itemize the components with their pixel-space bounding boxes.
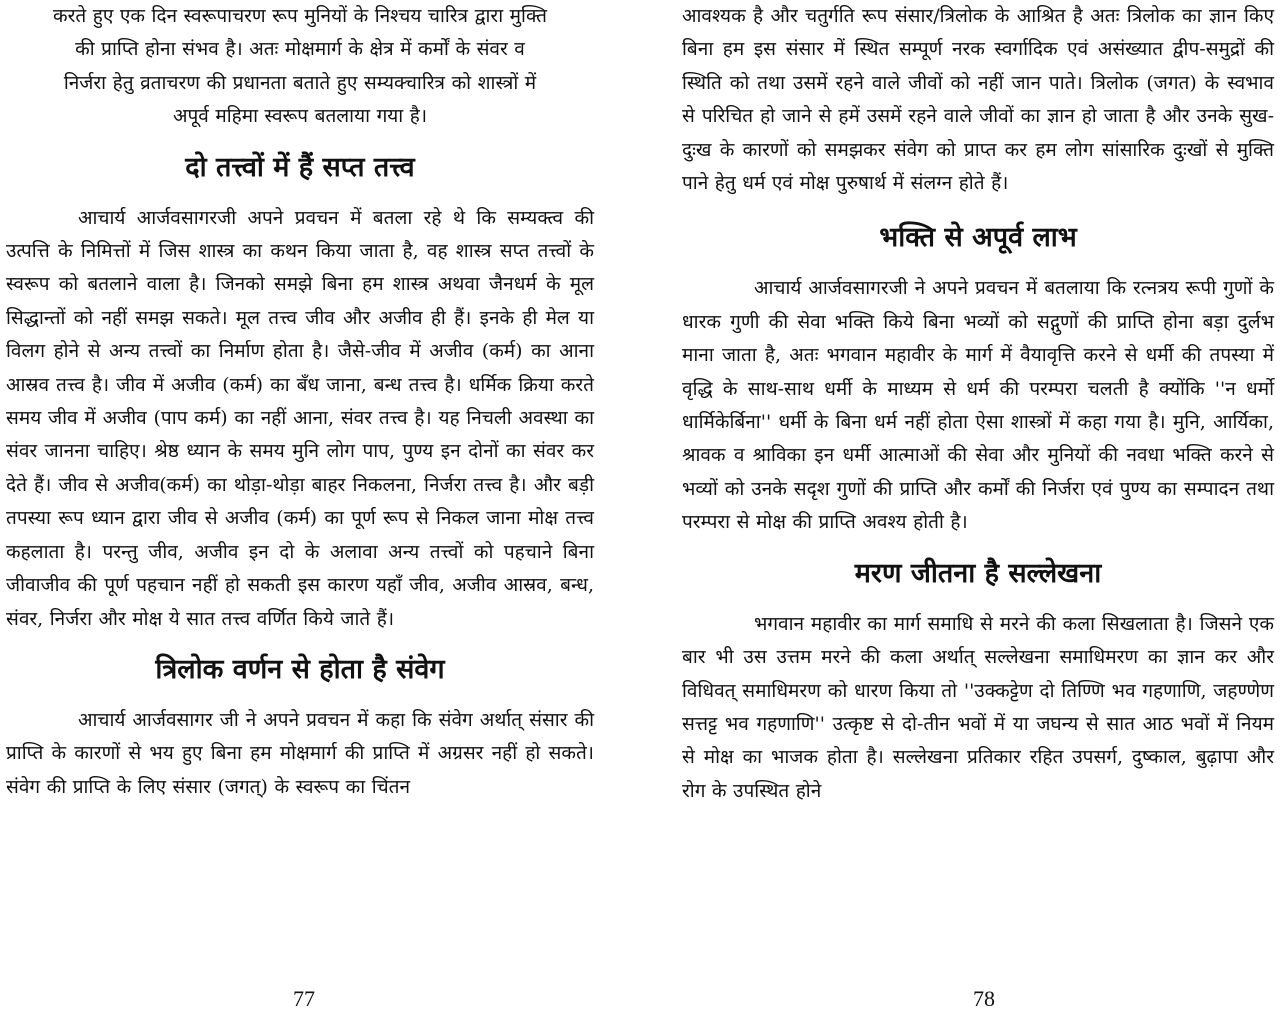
paragraph-sallekhana: भगवान महावीर का मार्ग समाधि से मरने की कला सिखलाता है। जिसने एक बार भी उस उत्तम मरने की कला अर्थात् सल्लेखना समाधिमरण का ज्ञान कर और विधिवत् समाधिमरण को धारण किया तो ''उक्कट्टेण दो तिण्णि भव गहणाणि, जहण्णेण सत्तट्ट भव गहणाणि'' उत्कृष्ट से दो-तीन भवों में या जघन्य से सात आठ भवों में नियम से मोक्ष का भाजक होता है। सल्लेखना प्रतिकार रहित उपसर्ग, दुष्काल, बुढ़ापा और रोग के उपस्थित होने	[682, 612, 1274, 802]
page-number-left: 77	[293, 986, 315, 1011]
spacer	[6, 192, 594, 202]
spacer	[682, 598, 1274, 608]
section-heading-trilok: त्रिलोक वर्णन से होता है संवेग	[155, 653, 445, 685]
intro-line-1: करते हुए एक दिन स्वरूपाचरण रूप मुनियों के निश्चय चारित्र द्वारा मुक्ति	[53, 5, 547, 27]
right-page	[676, 0, 1280, 1013]
page-number-right: 78	[973, 986, 995, 1011]
section-heading-sapt-tattva: दो तत्त्वों में हैं सप्त तत्त्व	[185, 151, 415, 183]
paragraph-trilok: आचार्य आर्जवसागर जी ने अपने प्रवचन में कहा कि संवेग अर्थात् संसार की प्राप्ति के कारणों से भय हुए बिना हम मोक्षमार्ग की प्राप्ति में अग्रसर नहीं हो सकते। संवेग की प्राप्ति के लिए संसार (जगत्) के स्वरूप का चिंतन	[6, 708, 594, 798]
spacer	[6, 134, 594, 144]
paragraph-sapt-tattva: आचार्य आर्जवसागरजी अपने प्रवचन में बतला रहे थे कि सम्यक्त्व की उत्पत्ति के निमित्तों में जिस शास्त्र का कथन किया जाता है, वह शास्त्र सप्त तत्त्वों के स्वरूप को बतलाने वाला है। जिनको समझे बिना हम शास्त्र अथवा जैनधर्म के मूल सिद्धान्तों को नहीं समझ सकते। मूल तत्त्व जीव और अजीव ही हैं। इनके ही मेल या विलग होने से अन्य तत्त्वों का निर्माण होता है। जैसे-जीव में अजीव (कर्म) का आना आस्रव तत्त्व है। जीव में अजीव (कर्म) का बँध जाना, बन्ध तत्त्व है। धर्मिक क्रिया करते समय जीव में अजीव (पाप कर्म) का नहीं आना, संवर तत्त्व है। यह निचली अवस्था का संवर जानना चाहिए। श्रेष्ठ ध्यान के समय मुनि लोग पाप, पुण्य इन दोनों का संवर कर देते हैं। जीव से अजीव(कर्म) का थोड़ा-थोड़ा बाहर निकलना, निर्जरा तत्त्व है। और बड़ी तपस्या रूप ध्यान द्वारा जीव से अजीव (कर्म) का पूर्ण रूप से निकल जाना मोक्ष तत्त्व कहलाता है। परन्तु जीव, अजीव इन दो के अलावा अन्य तत्त्वों को पहचाने बिना जीवाजीव की पूर्ण पहचान नहीं हो सकती इस कारण यहाँ जीव, अजीव आस्रव, बन्ध, संवर, निर्जरा और मोक्ष ये सात तत्त्व वर्णित किये जाते हैं।	[6, 206, 594, 630]
intro-line-3: निर्जरा हेतु व्रताचरण की प्रधानता बताते हुए सम्यक्चारित्र को शास्त्रों में	[63, 71, 537, 94]
spacer	[6, 694, 594, 704]
spacer	[682, 262, 1274, 272]
intro-line-2: की प्राप्ति होना संभव है। अतः मोक्षमार्ग के क्षेत्र में कर्मों के संवर व	[75, 38, 525, 61]
paragraph-continued: आवश्यक है और चतुर्गति रूप संसार/त्रिलोक के आश्रित है अतः त्रिलोक का ज्ञान किए बिना हम इस संसार में स्थित सम्पूर्ण नरक स्वर्गादिक एवं असंख्यात द्वीप-समुद्रों की स्थिति को तथा उसमें रहने वाले जीवों को नहीं जान पाते। त्रिलोक (जगत) के स्वभाव से परिचित हो जाने से हमें उसमें रहने वाले जीवों का ज्ञान हो जाता है और उनके सुख-दुःख के कारणों को समझकर संवेग को प्राप्त कर हम लोग सांसारिक दुःखों से मुक्ति पाने हेतु धर्म एवं मोक्ष पुरुषार्थ में संलग्न होते हैं।	[682, 5, 1274, 195]
left-page	[0, 0, 600, 1013]
spacer	[682, 540, 1274, 550]
intro-line-4: अपूर्व महिमा स्वरूप बतलाया गया है।	[172, 105, 428, 128]
spacer	[6, 636, 594, 646]
section-heading-sallekhana: मरण जीतना है सल्लेखना	[854, 557, 1102, 589]
spacer	[682, 200, 1274, 214]
section-heading-bhakti: भक्ति से अपूर्व लाभ	[879, 222, 1077, 254]
paragraph-bhakti: आचार्य आर्जवसागरजी ने अपने प्रवचन में बतलाया कि रत्नत्रय रूपी गुणों के धारक गुणी की सेवा भक्ति किये बिना भव्यों को सद्गुणों की प्राप्ति होना बड़ा दुर्लभ माना जाता है, अतः भगवान महावीर के मार्ग में वैयावृत्ति करने से धर्मी की तपस्या में वृद्धि के साथ-साथ धर्मी के माध्यम से धर्म की परम्परा चलती है क्योंकि ''न धर्मो धार्मिकेर्बिना'' धर्मी के बिना धर्म नहीं होता ऐसा शास्त्रों में कहा गया है। मुनि, आर्यिका, श्रावक व श्राविका इन धर्मी आत्माओं की सेवा और मुनियों की नवधा भक्ति करने से भव्यों को उनके सदृश गुणों की प्राप्ति और कर्मों की निर्जरा एवं पुण्य का सम्पादन तथा परम्परा से मोक्ष की प्राप्ति अवश्य होती है।	[682, 277, 1274, 534]
